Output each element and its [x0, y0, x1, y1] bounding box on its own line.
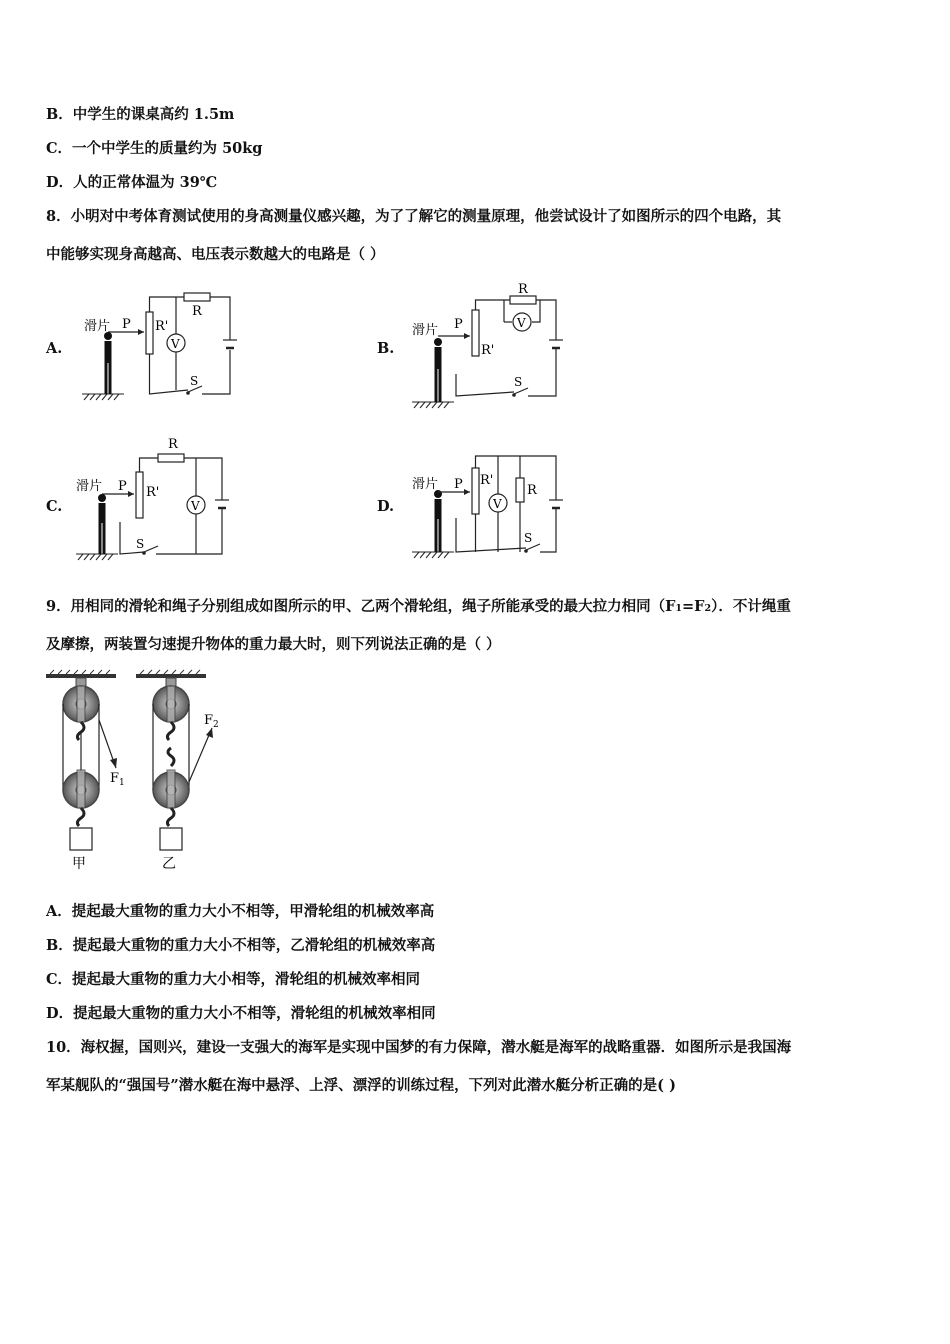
q9-option-d: D．提起最大重物的重力大小不相等，滑轮组的机械效率相同 [46, 1005, 436, 1022]
r-label: R [168, 437, 178, 452]
rheostat-r-prime [136, 472, 143, 518]
resistor-r [184, 293, 210, 301]
q9-stem-line1: 9．用相同的滑轮和绳子分别组成如图所示的甲、乙两个滑轮组，绳子所能承受的最大拉力相同（F1=F2）．不计绳重 [46, 598, 791, 615]
q8-option-a-label: A. [46, 340, 63, 357]
r-label: R [527, 483, 537, 498]
circuit-a-figure [80, 290, 250, 410]
ground-hatch [82, 394, 124, 400]
slider-label: 滑片 [76, 479, 103, 494]
person-silhouette [104, 332, 112, 394]
force-arrow-f2 [189, 728, 212, 782]
q7-option-c: C．一个中学生的质量约为 50kg [46, 140, 263, 157]
q8-option-b-label: B. [377, 340, 395, 357]
r-label: R [518, 282, 528, 297]
v-label: V [517, 316, 526, 330]
slider-label: 滑片 [412, 477, 439, 492]
battery [549, 340, 563, 348]
p-label: P [454, 317, 463, 332]
circuit-b-figure [410, 280, 580, 410]
q8-option-c-label: C. [46, 498, 63, 515]
r-prime-label: R' [155, 319, 169, 334]
pulley-system-yi [153, 678, 219, 872]
v-label: V [493, 497, 502, 511]
p-label: P [454, 477, 463, 492]
q9-option-c: C．提起最大重物的重力大小相等，滑轮组的机械效率相同 [46, 971, 421, 988]
weight-box [70, 828, 92, 850]
s-label: S [190, 374, 199, 388]
rheostat-r-prime [472, 468, 479, 514]
battery [549, 500, 563, 508]
weight-box [160, 828, 182, 850]
rheostat-r-prime [472, 310, 479, 356]
circuit-c-figure [72, 436, 242, 566]
battery [215, 500, 229, 508]
p-label: P [122, 317, 131, 332]
q10-stem-line1: 10．海权握，国则兴，建设一支强大的海军是实现中国梦的有力保障，潜水艇是海军的战略重器．如图所示是我国海 [46, 1039, 792, 1056]
resistor-r [510, 296, 536, 304]
circuit-wires [456, 300, 556, 396]
ceiling-left [46, 670, 116, 678]
q9-option-b: B．提起最大重物的重力大小不相等，乙滑轮组的机械效率高 [46, 937, 436, 954]
s-label: S [514, 375, 523, 389]
circuit-d-figure [408, 448, 578, 568]
person-silhouette [98, 494, 106, 554]
r-prime-label: R' [481, 343, 495, 358]
q8-stem-line1: 8．小明对中考体育测试使用的身高测量仪感兴趣，为了了解它的测量原理，他尝试设计了如图所示的四个电路，其 [46, 208, 782, 225]
yi-label: 乙 [162, 856, 176, 872]
f2-label: $F_2$ [204, 713, 219, 730]
resistor-r [516, 478, 524, 502]
q9-option-a: A．提起最大重物的重力大小不相等，甲滑轮组的机械效率高 [46, 903, 435, 920]
rheostat-r-prime [146, 312, 153, 354]
v-label: V [191, 499, 200, 513]
person-silhouette [434, 490, 442, 552]
pulley-system-jia [63, 678, 125, 872]
ground-hatch [76, 554, 118, 560]
slider-label: 滑片 [412, 323, 439, 338]
s-label: S [136, 537, 145, 551]
ground-hatch [412, 402, 454, 408]
q8-option-d-label: D. [377, 498, 395, 515]
q7-option-d: D．人的正常体温为 39℃ [46, 174, 218, 191]
p-label: P [118, 479, 127, 494]
v-label: V [171, 337, 180, 351]
q10-stem-line2: 军某舰队的“强国号”潜水艇在海中悬浮、上浮、漂浮的训练过程，下列对此潜水艇分析正确的是( ) [46, 1077, 676, 1094]
q7-option-b: B．中学生的课桌高约 1.5m [46, 106, 235, 123]
slider-label: 滑片 [84, 319, 111, 334]
ceiling-right [136, 670, 206, 678]
battery [223, 340, 237, 348]
r-prime-label: R' [480, 473, 494, 488]
pulley-figure [44, 672, 234, 876]
q8-stem-line2: 中能够实现身高越高、电压表示数越大的电路是（ ） [46, 246, 385, 263]
r-prime-label: R' [146, 485, 160, 500]
jia-label: 甲 [72, 856, 86, 872]
switch [144, 546, 158, 552]
s-label: S [524, 531, 533, 545]
f1-label: $F_1$ [110, 771, 125, 788]
r-label: R [192, 304, 202, 319]
q9-stem-line2: 及摩擦，两装置匀速提升物体的重力最大时，则下列说法正确的是（ ） [46, 636, 501, 653]
resistor-r [158, 454, 184, 462]
person-silhouette [434, 338, 442, 402]
ground-hatch [412, 552, 454, 558]
